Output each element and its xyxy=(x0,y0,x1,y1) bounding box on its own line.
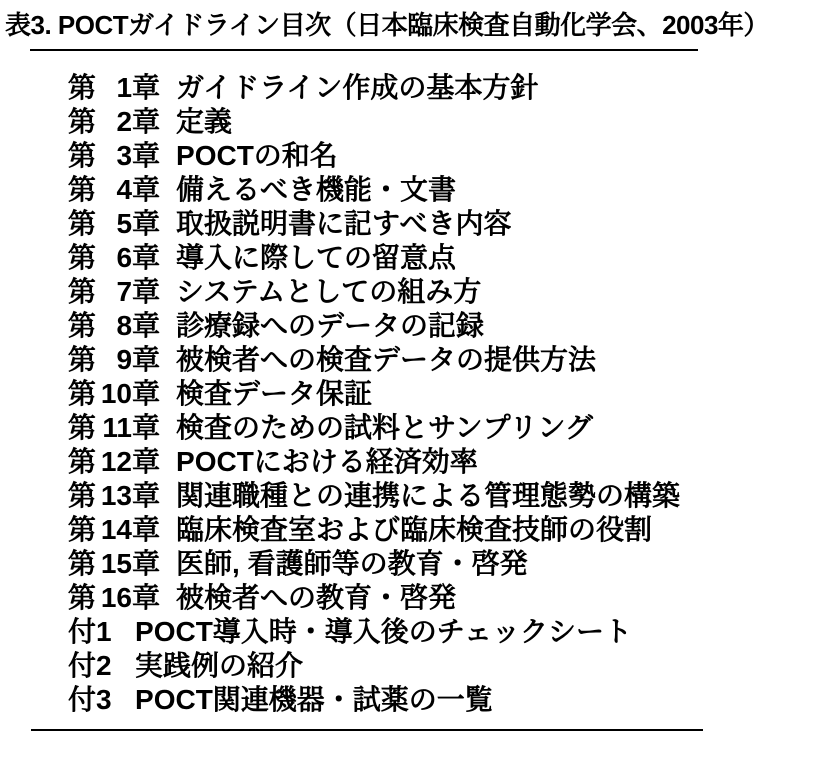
toc-row-title: 検査のための試料とサンプリング xyxy=(176,412,593,443)
toc-row xyxy=(68,581,832,615)
toc-row xyxy=(68,343,832,377)
toc-row-suffix: 章 xyxy=(132,344,161,375)
toc-row-label xyxy=(68,377,160,411)
toc-row-title: 取扱説明書に記すべき内容 xyxy=(176,208,512,239)
toc-row-suffix: 章 xyxy=(132,582,161,613)
toc-row-label xyxy=(68,649,115,683)
toc-row-prefix: 第 xyxy=(68,106,97,137)
toc-row-title: 備えるべき機能・文書 xyxy=(176,174,457,205)
toc-row-label xyxy=(68,615,115,649)
toc-row xyxy=(68,513,832,547)
toc-row xyxy=(68,309,832,343)
toc-row xyxy=(68,377,832,411)
toc-row-prefix: 第 xyxy=(68,140,97,171)
toc-row-prefix: 第 xyxy=(68,582,97,613)
toc-row xyxy=(68,207,832,241)
toc-row-number: 3 xyxy=(116,140,133,171)
toc-row xyxy=(68,445,832,479)
toc-row-number: 10 xyxy=(100,378,133,409)
toc-row-prefix: 第 xyxy=(68,208,97,239)
toc-row-title: 被検者への検査データの提供方法 xyxy=(176,344,597,375)
toc-row-label xyxy=(68,241,160,275)
toc-row-label xyxy=(68,139,160,173)
toc-row xyxy=(68,71,832,105)
toc-row-number: 6 xyxy=(116,242,133,273)
toc-row-prefix: 付 xyxy=(68,684,97,715)
toc-row-label xyxy=(68,105,160,139)
toc-row-suffix: 章 xyxy=(132,242,161,273)
toc-row-suffix: 章 xyxy=(132,378,161,409)
toc-row-label xyxy=(68,343,160,377)
toc-row-label xyxy=(68,207,160,241)
toc-row-title: ガイドライン作成の基本方針 xyxy=(176,72,539,103)
toc-row-suffix: 章 xyxy=(132,514,161,545)
toc-row-prefix: 付 xyxy=(68,650,97,681)
toc-row-title: 医師, 看護師等の教育・啓発 xyxy=(176,548,528,579)
toc-row-number: 16 xyxy=(100,582,133,613)
toc-row xyxy=(68,275,832,309)
toc-row-number: 1 xyxy=(116,72,133,103)
toc-row-title: POCTの和名 xyxy=(176,140,338,171)
toc-row-label xyxy=(68,547,160,581)
toc-row-number: 8 xyxy=(116,310,133,341)
toc-row-suffix: 章 xyxy=(132,106,161,137)
toc-row-prefix: 第 xyxy=(68,378,97,409)
toc-row xyxy=(68,649,832,683)
toc-row-prefix: 第 xyxy=(68,242,97,273)
toc-row-suffix: 章 xyxy=(132,446,161,477)
toc-row-suffix: 章 xyxy=(132,310,161,341)
toc-row-title: POCT導入時・導入後のチェックシート xyxy=(135,616,632,647)
toc-row-title: システムとしての組み方 xyxy=(176,276,482,307)
toc-row-number: 9 xyxy=(116,344,133,375)
toc-list xyxy=(0,51,832,717)
table-caption: 表3. POCTガイドライン目次（日本臨床検査自動化学会、2003年） xyxy=(5,10,769,40)
toc-row-prefix: 第 xyxy=(68,548,97,579)
toc-row xyxy=(68,615,832,649)
toc-row-number: 2 xyxy=(96,650,112,681)
toc-row-title: 導入に際しての留意点 xyxy=(176,242,457,273)
toc-row-number: 15 xyxy=(100,548,133,579)
toc-row-suffix: 章 xyxy=(132,208,161,239)
toc-row-title: POCT関連機器・試薬の一覧 xyxy=(135,684,493,715)
toc-row-title: 実践例の紹介 xyxy=(135,650,304,681)
toc-row xyxy=(68,105,832,139)
toc-row-number: 11 xyxy=(102,412,133,443)
toc-row-suffix: 章 xyxy=(132,412,161,443)
toc-row-title: 臨床検査室および臨床検査技師の役割 xyxy=(176,514,653,545)
toc-row-title: 関連職種との連携による管理態勢の構築 xyxy=(176,480,681,511)
toc-row-number: 14 xyxy=(100,514,133,545)
toc-row-prefix: 第 xyxy=(68,344,97,375)
toc-row-number: 5 xyxy=(116,208,133,239)
toc-row-prefix: 第 xyxy=(68,310,97,341)
toc-row-prefix: 第 xyxy=(68,72,97,103)
toc-row-suffix: 章 xyxy=(132,276,161,307)
toc-row-label xyxy=(68,445,160,479)
toc-row-number: 12 xyxy=(100,446,133,477)
toc-row-number: 4 xyxy=(116,174,133,205)
toc-row-label xyxy=(68,683,115,717)
toc-row-prefix: 第 xyxy=(68,276,97,307)
toc-row-suffix: 章 xyxy=(132,140,161,171)
toc-row-label xyxy=(68,581,160,615)
toc-row xyxy=(68,173,832,207)
toc-row-number: 2 xyxy=(116,106,133,137)
toc-row-title: 検査データ保証 xyxy=(176,378,373,409)
toc-row-label xyxy=(68,411,160,445)
toc-row-prefix: 第 xyxy=(68,514,97,545)
toc-row-label xyxy=(68,173,160,207)
toc-row-title: 定義 xyxy=(176,106,233,137)
bottom-rule xyxy=(31,729,703,731)
toc-row xyxy=(68,683,832,717)
toc-row-prefix: 第 xyxy=(68,480,97,511)
toc-row-suffix: 章 xyxy=(132,72,161,103)
toc-row-label xyxy=(68,479,160,513)
toc-row-label xyxy=(68,309,160,343)
toc-row-label xyxy=(68,71,160,105)
toc-row-number: 7 xyxy=(116,276,133,307)
toc-row-prefix: 第 xyxy=(68,412,97,443)
toc-row xyxy=(68,479,832,513)
toc-row-suffix: 章 xyxy=(132,548,161,579)
toc-row-label xyxy=(68,513,160,547)
toc-row-number: 1 xyxy=(96,616,112,647)
toc-row-title: POCTにおける経済効率 xyxy=(176,446,478,477)
toc-row-suffix: 章 xyxy=(132,174,161,205)
toc-row-number: 13 xyxy=(100,480,133,511)
toc-row-number: 3 xyxy=(96,684,112,715)
toc-row-prefix: 付 xyxy=(68,616,97,647)
toc-row xyxy=(68,241,832,275)
toc-row-title: 被検者への教育・啓発 xyxy=(176,582,457,613)
toc-row xyxy=(68,411,832,445)
toc-row-title: 診療録へのデータの記録 xyxy=(176,310,485,341)
toc-row-suffix: 章 xyxy=(132,480,161,511)
toc-row xyxy=(68,139,832,173)
toc-row-prefix: 第 xyxy=(68,446,97,477)
toc-row-label xyxy=(68,275,160,309)
toc-row-prefix: 第 xyxy=(68,174,97,205)
toc-row xyxy=(68,547,832,581)
